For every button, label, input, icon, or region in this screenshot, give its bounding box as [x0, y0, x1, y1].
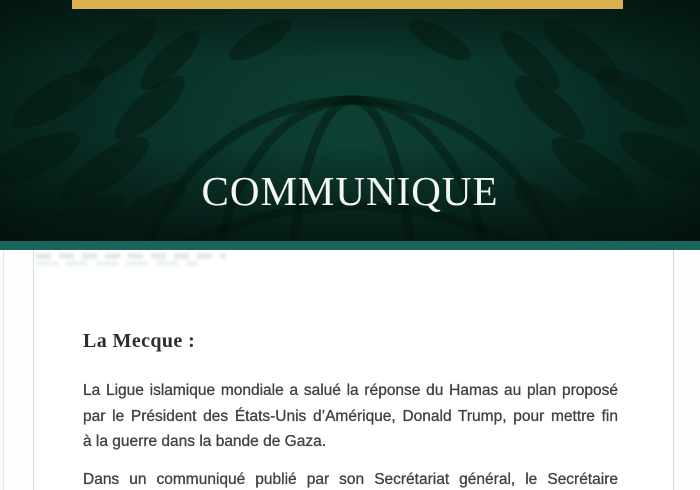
communique-title: COMMUNIQUE	[201, 168, 499, 214]
teal-divider-band	[0, 241, 700, 250]
document-card	[33, 250, 674, 490]
location-heading: La Mecque :	[83, 330, 196, 352]
paragraph-line: à la guerre dans la bande de Gaza.	[83, 433, 327, 450]
paragraph-line: Dans un communiqué publié par son Secrétariat général, le Secrétaire	[83, 470, 618, 488]
document-area	[0, 250, 700, 490]
paragraph-line: par le Président des États-Unis d’Amérique, Donald Trump, pour mettre fin	[83, 407, 618, 425]
paragraph-secretariat	[83, 467, 618, 490]
gold-accent-bar	[72, 0, 623, 9]
paragraph-hamas-response	[83, 378, 618, 455]
left-edge-hairline	[3, 250, 4, 490]
paragraph-line: La Ligue islamique mondiale a salué la réponse du Hamas au plan proposé	[83, 382, 618, 399]
ghost-text-artifact	[36, 253, 226, 267]
